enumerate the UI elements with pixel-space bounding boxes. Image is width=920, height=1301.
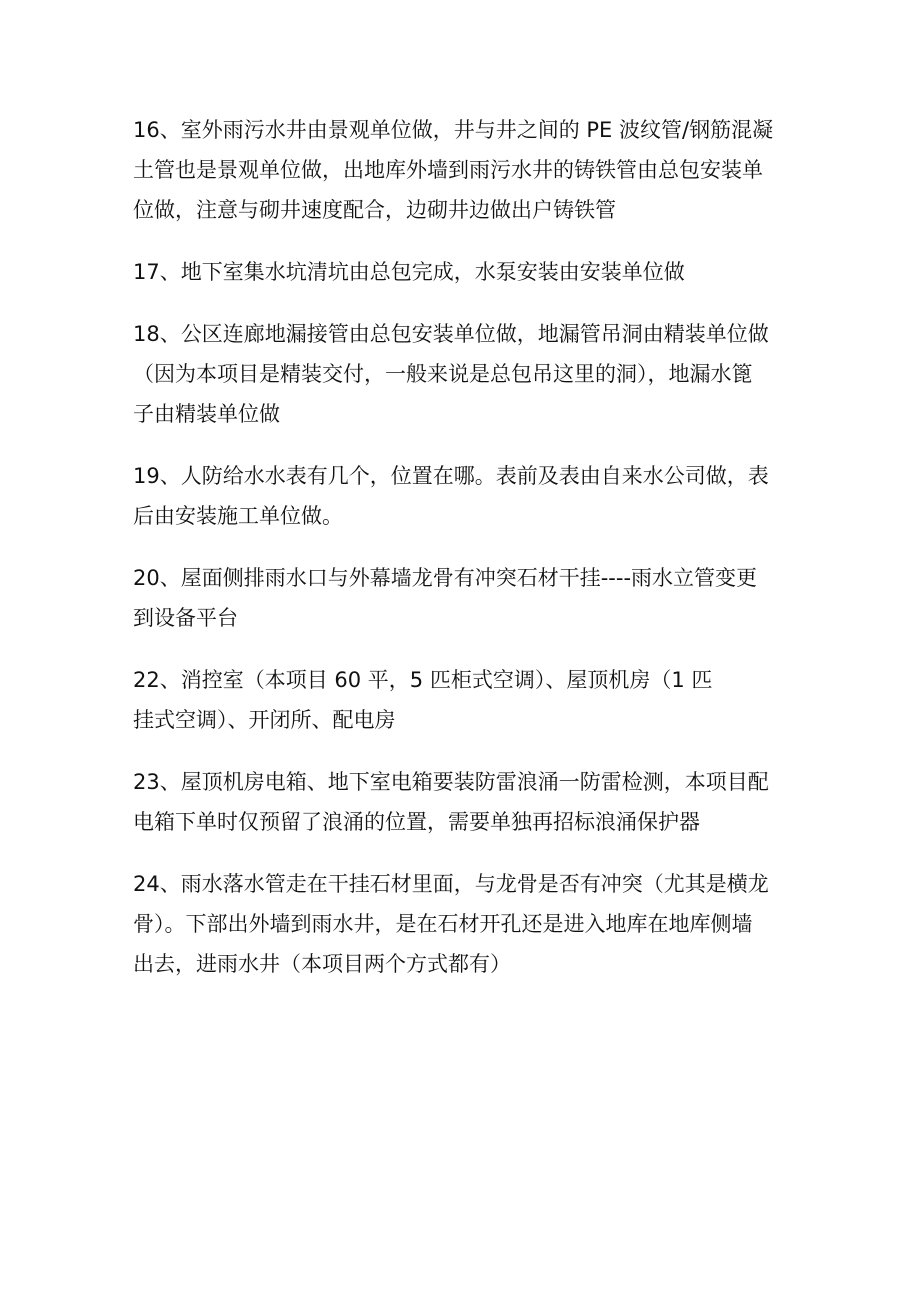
text-line: 24、雨水落水管走在干挂石材里面，与龙骨是否有冲突（尤其是横龙	[133, 872, 769, 896]
text-line: 位做，注意与砌井速度配合，边砌井边做出户铸铁管	[133, 198, 616, 222]
list-item-24	[133, 864, 798, 984]
text-line: 22、消控室（本项目 60 平，5 匹柜式空调）、屋顶机房（1 匹	[133, 668, 713, 692]
text-line: 电箱下单时仅预留了浪涌的位置，需要单独再招标浪涌保护器	[133, 810, 700, 834]
text-line: 23、屋顶机房电箱、地下室电箱要装防雷浪涌一防雷检测，本项目配	[133, 770, 769, 794]
text-line: 到设备平台	[133, 606, 238, 630]
text-line: 子由精装单位做	[133, 402, 280, 426]
text-line: 16、室外雨污水井由景观单位做，井与井之间的 PE 波纹管/钢筋混凝	[133, 118, 774, 142]
text-line: 19、人防给水水表有几个，位置在哪。表前及表由自来水公司做，表	[133, 464, 769, 488]
list-item-18	[133, 314, 798, 434]
text-line: 骨）。下部出外墙到雨水井，是在石材开孔还是进入地库在地库侧墙	[133, 912, 753, 936]
list-item-22	[133, 660, 798, 740]
text-line: 后由安装施工单位做。	[133, 504, 343, 528]
text-line: 20、屋面侧排雨水口与外幕墙龙骨有冲突石材干挂----雨水立管变更	[133, 566, 758, 590]
text-line: 挂式空调）、开闭所、配电房	[133, 708, 396, 732]
document-page	[133, 110, 798, 1006]
list-item-17	[133, 252, 798, 292]
text-line: 土管也是景观单位做，出地库外墙到雨污水井的铸铁管由总包安装单	[133, 158, 763, 182]
text-line: （因为本项目是精装交付，一般来说是总包吊这里的洞），地漏水篦	[133, 362, 753, 386]
list-item-16	[133, 110, 798, 230]
list-item-19	[133, 456, 798, 536]
text-line: 18、公区连廊地漏接管由总包安装单位做，地漏管吊洞由精装单位做	[133, 322, 769, 346]
list-item-20	[133, 558, 798, 638]
text-line: 出去，进雨水井（本项目两个方式都有）	[133, 952, 511, 976]
list-item-23	[133, 762, 798, 842]
text-line: 17、地下室集水坑清坑由总包完成，水泵安装由安装单位做	[133, 260, 685, 284]
